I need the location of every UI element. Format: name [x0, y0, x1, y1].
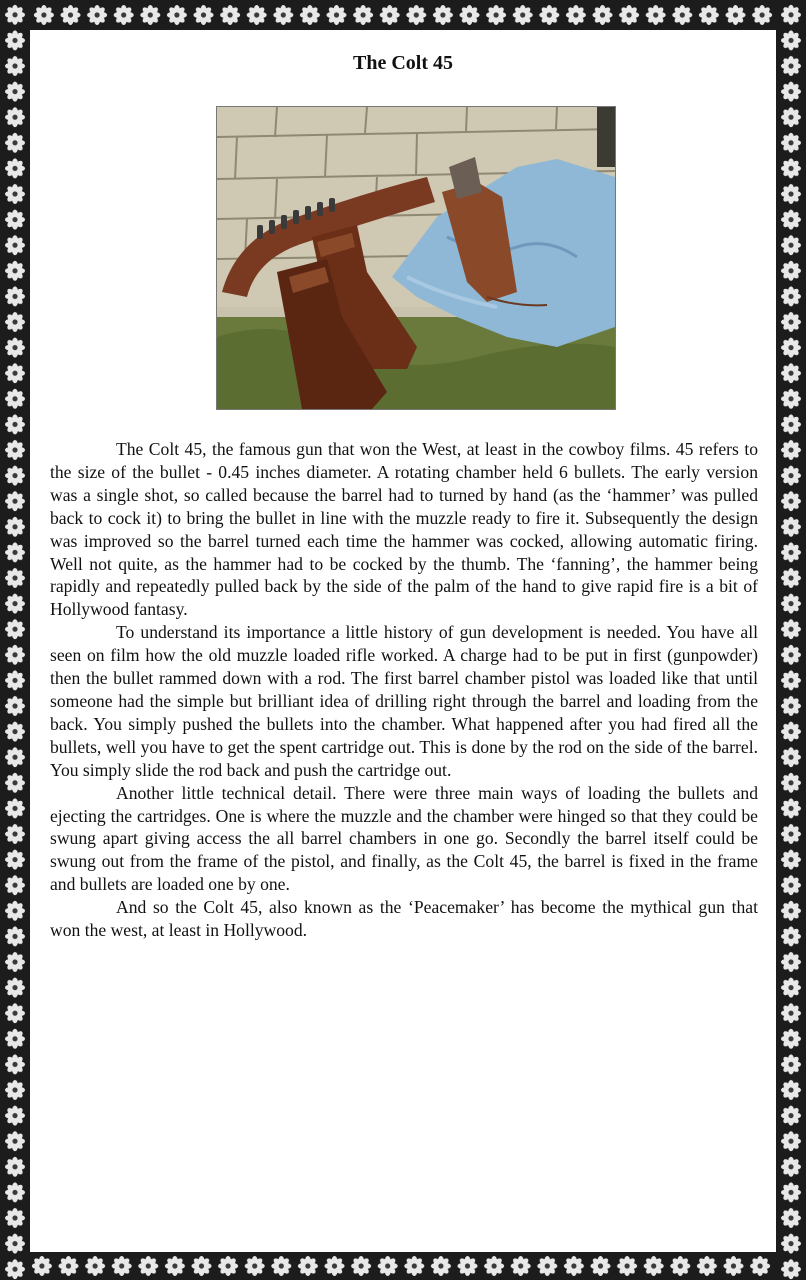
article-body [50, 438, 758, 942]
article-paragraph: Another little technical detail. There were three main ways of loading the bullets and ejecting the cartridges. One is where the muzzle and the chamber were hinged so that they could be swung apart giving access the all barrel chambers in one go. Secondly the barrel itself could be swung out from the frame of the pistol, and finally, as the Colt 45, the barrel is fixed in the frame and bullets are loaded one by one. [50, 782, 758, 895]
flower-border-right [776, 0, 806, 1280]
page-title: The Colt 45 [353, 52, 453, 74]
page-content [30, 30, 776, 1252]
flower-border-bottom [0, 1252, 806, 1280]
article-paragraph: And so the Colt 45, also known as the ‘Peacemaker’ has become the mythical gun that won the west, at least in Hollywood. [50, 897, 758, 941]
cowboy-boots-holster-photo [216, 106, 616, 410]
flower-border-left [0, 0, 30, 1280]
flower-border-top [0, 0, 806, 30]
article-paragraph: To understand its importance a little history of gun development is needed. You have all seen on film how the old muzzle loaded rifle worked. A charge had to be put in first (gunpowder) then the bullet rammed down with a rod. The first barrel chamber pistol was loaded like that until someone had the simple but brilliant idea of drilling right through the barrel and loading from the back. You simply pushed the bullets into the chamber. What happened after you had fired all the bullets, well you have to get the spent cartridge out. This is done by the rod on the side of the barrel. You simply slide the rod back and push the cartridge out. [50, 622, 758, 780]
article-paragraph: The Colt 45, the famous gun that won the West, at least in the cowboy films. 45 refers to the size of the bullet - 0.45 inches diameter. A rotating chamber held 6 bullets. The early version was a single shot, so called because the barrel had to turned by hand (as the ‘hammer’ was pulled back to cock it) to bring the bullet in line with the muzzle ready to fire it. Subsequently the design was improved so the barrel turned each time the hammer was cocked, allowing automatic firing. Well not quite, as the hammer had to be cocked by the thumb. The ‘fanning’, the hammer being rapidly and repeatedly pulled back by the side of the palm of the hand to give rapid fire is a bit of Hollywood fantasy. [50, 439, 758, 620]
